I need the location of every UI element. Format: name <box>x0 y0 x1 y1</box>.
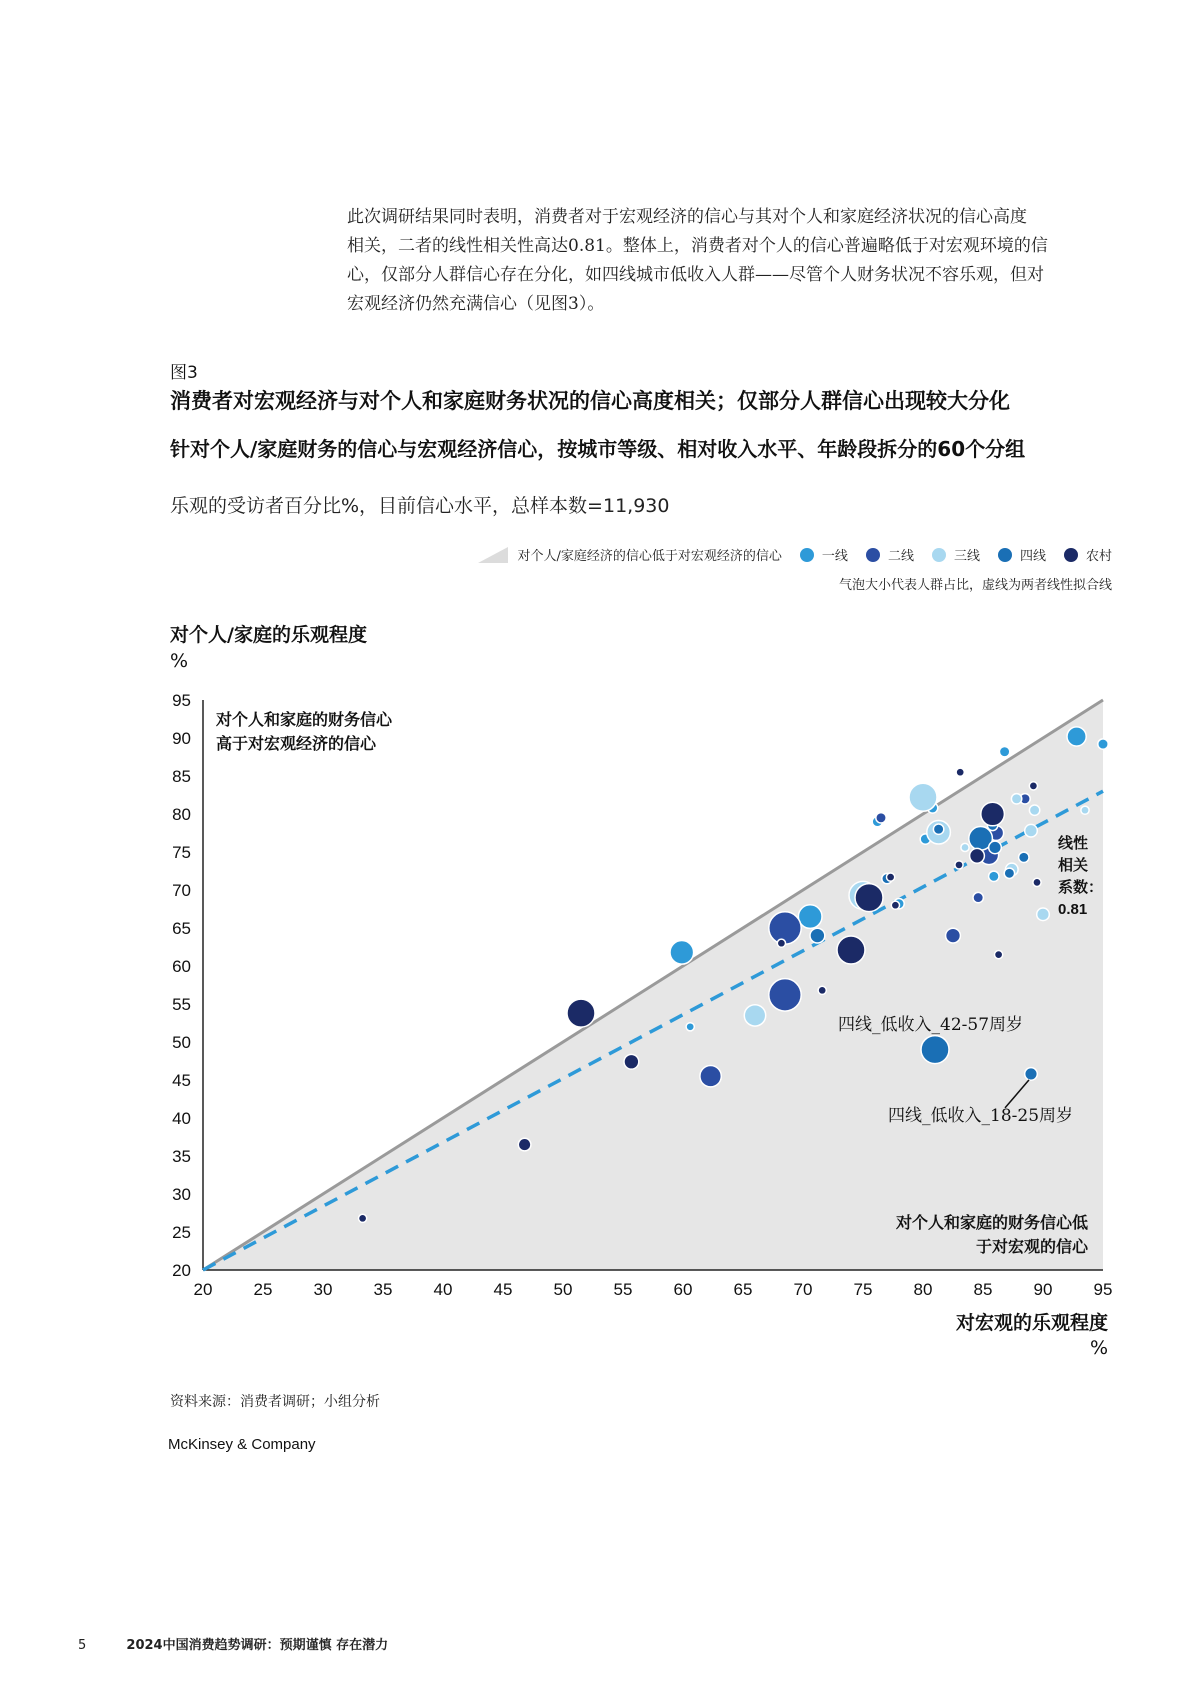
data-point-农村 <box>837 936 865 964</box>
data-point-四线 <box>989 841 1002 854</box>
x-tick-label: 95 <box>1093 1280 1113 1299</box>
data-point-四线 <box>1019 852 1029 862</box>
data-point-二线 <box>700 1066 721 1087</box>
y-axis-title: 对个人/家庭的乐观程度 <box>170 624 367 646</box>
y-tick-label: 20 <box>172 1261 191 1280</box>
data-point-四线 <box>933 824 943 834</box>
correlation-value: 0.81 <box>1058 901 1088 918</box>
lower-region-label: 于对宏观的信心 <box>975 1237 1088 1256</box>
x-axis-unit: % <box>1089 1337 1108 1359</box>
data-point-一线 <box>1067 727 1086 746</box>
legend-note: 气泡大小代表人群占比，虚线为两者线性拟合线 <box>838 578 1112 593</box>
x-tick-label: 20 <box>193 1280 213 1299</box>
data-point-农村 <box>777 939 785 947</box>
data-point-农村 <box>995 951 1003 959</box>
y-tick-label: 90 <box>172 729 191 748</box>
legend-item-label: 农村 <box>1085 549 1112 564</box>
y-tick-label: 65 <box>172 919 191 938</box>
data-point-二线 <box>876 813 886 823</box>
data-point-三线 <box>909 783 937 811</box>
data-point-一线 <box>999 746 1009 756</box>
page-footer <box>78 1634 388 1653</box>
y-tick-label: 25 <box>172 1223 191 1242</box>
x-tick-label: 60 <box>673 1280 693 1299</box>
x-tick-label: 80 <box>913 1280 933 1299</box>
data-point-农村 <box>1033 878 1041 886</box>
x-tick-label: 25 <box>253 1280 273 1299</box>
data-point-农村 <box>518 1138 531 1151</box>
upper-region-label: 高于对宏观经济的信心 <box>216 734 377 753</box>
y-tick-label: 30 <box>172 1185 191 1204</box>
legend-triangle-label: 对个人/家庭经济的信心低于对宏观经济的信心 <box>517 549 782 564</box>
y-tick-label: 50 <box>172 1033 191 1052</box>
intro-line: 此次调研结果同时表明，消费者对于宏观经济的信心与其对个人和家庭经济状况的信心高度 <box>347 207 1027 227</box>
figure-subtitle: 针对个人/家庭财务的信心与宏观经济信心，按城市等级、相对收入水平、年龄段拆分的60个分组 <box>170 437 1026 461</box>
data-point-二线 <box>946 928 961 943</box>
x-tick-label: 55 <box>613 1280 633 1299</box>
data-point-二线 <box>769 979 801 1011</box>
upper-region-label: 对个人和家庭的财务信心 <box>216 710 393 729</box>
data-point-四线 <box>1004 868 1014 878</box>
y-tick-label: 55 <box>172 995 191 1014</box>
data-point-三线 <box>1025 824 1038 837</box>
data-point-一线 <box>686 1023 694 1031</box>
data-point-三线 <box>1029 805 1039 815</box>
legend-item-label: 四线 <box>1019 549 1046 564</box>
x-tick-label: 30 <box>313 1280 333 1299</box>
callout-label: 四线_低收入_18-25周岁 <box>888 1106 1074 1126</box>
brand-name: McKinsey & Company <box>168 1436 316 1453</box>
page-number: 5 <box>78 1638 87 1653</box>
lower-region-label: 对个人和家庭的财务信心低 <box>895 1213 1088 1232</box>
y-tick-label: 80 <box>172 805 191 824</box>
y-tick-label: 75 <box>172 843 191 862</box>
source-note: 资料来源：消费者调研；小组分析 <box>170 1394 380 1410</box>
y-tick-label: 60 <box>172 957 191 976</box>
callout-label: 四线_低收入_42-57周岁 <box>838 1015 1024 1035</box>
y-tick-label: 85 <box>172 767 191 786</box>
data-point-三线 <box>1011 794 1021 804</box>
correlation-label: 线性 <box>1058 834 1089 852</box>
data-point-四线 <box>921 1036 949 1064</box>
x-tick-label: 85 <box>973 1280 993 1299</box>
data-point-三线 <box>961 843 969 851</box>
data-point-三线 <box>1081 806 1089 814</box>
figure-title: 消费者对宏观经济与对个人和家庭财务状况的信心高度相关；仅部分人群信心出现较大分化 <box>170 389 1010 413</box>
figure-note: 乐观的受访者百分比%，目前信心水平，总样本数=11,930 <box>170 495 670 517</box>
correlation-label: 相关 <box>1058 856 1089 874</box>
x-tick-label: 70 <box>793 1280 813 1299</box>
data-point-农村 <box>956 768 964 776</box>
intro-line: 心，仅部分人群信心存在分化，如四线城市低收入人群——尽管个人财务状况不容乐观，但对 <box>347 265 1044 285</box>
data-point-二线 <box>973 892 983 902</box>
x-tick-label: 50 <box>553 1280 573 1299</box>
y-tick-label: 35 <box>172 1147 191 1166</box>
data-point-农村 <box>891 901 899 909</box>
data-point-农村 <box>818 986 826 994</box>
legend-item-label: 三线 <box>953 549 980 564</box>
y-axis-unit: % <box>170 650 189 672</box>
y-tick-label: 95 <box>172 691 191 710</box>
data-point-一线 <box>670 941 694 965</box>
data-point-三线 <box>744 1005 765 1026</box>
x-tick-label: 45 <box>493 1280 513 1299</box>
data-point-二线 <box>769 912 801 944</box>
data-point-农村 <box>1029 782 1037 790</box>
correlation-label: 系数： <box>1058 878 1104 896</box>
intro-line: 宏观经济仍然充满信心（见图3）。 <box>347 294 605 314</box>
data-point-农村 <box>624 1054 639 1069</box>
y-tick-label: 45 <box>172 1071 191 1090</box>
data-point-三线 <box>1037 908 1050 921</box>
intro-line: 相关，二者的线性相关性高达0.81。整体上，消费者对个人的信心普遍略低于对宏观环境的信 <box>347 236 1048 256</box>
data-point-农村 <box>855 884 883 912</box>
legend-item-label: 二线 <box>887 549 914 564</box>
data-point-四线 <box>1025 1068 1038 1081</box>
y-tick-label: 40 <box>172 1109 191 1128</box>
data-point-农村 <box>981 802 1005 826</box>
data-point-一线 <box>798 905 822 929</box>
y-tick-label: 70 <box>172 881 191 900</box>
x-tick-label: 35 <box>373 1280 393 1299</box>
data-point-农村 <box>567 999 595 1027</box>
data-point-一线 <box>989 871 999 881</box>
figure-label: 图3 <box>170 363 198 383</box>
data-point-一线 <box>1098 739 1108 749</box>
footer-title: 2024中国消费趋势调研：预期谨慎 存在潜力 <box>126 1638 389 1653</box>
data-point-农村 <box>955 861 963 869</box>
x-tick-label: 75 <box>853 1280 873 1299</box>
data-point-农村 <box>887 873 895 881</box>
x-tick-label: 65 <box>733 1280 753 1299</box>
data-point-四线 <box>810 928 825 943</box>
legend-item-label: 一线 <box>821 549 848 564</box>
data-point-农村 <box>359 1214 367 1222</box>
data-point-农村 <box>970 848 985 863</box>
x-axis-title: 对宏观的乐观程度 <box>955 1312 1108 1334</box>
x-tick-label: 40 <box>433 1280 453 1299</box>
x-tick-label: 90 <box>1033 1280 1053 1299</box>
